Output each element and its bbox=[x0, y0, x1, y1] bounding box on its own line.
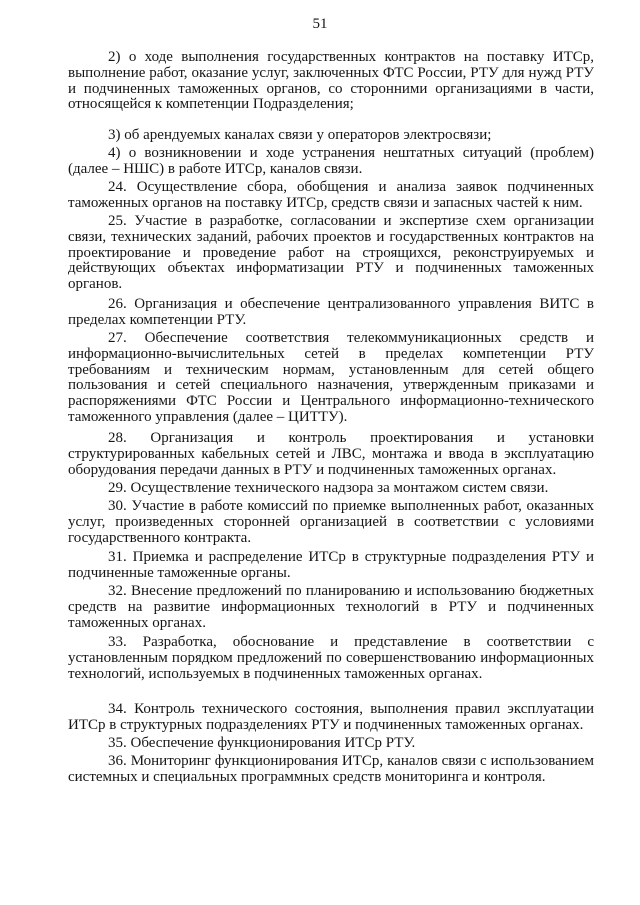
paragraph-30: 30. Участие в работе комиссий по приемке выполненных работ, оказанных услуг, произведенных сторонней организацией в соответствии с условиями государственного контракта. bbox=[68, 498, 594, 546]
paragraph-25: 25. Участие в разработке, согласовании и экспертизе схем организации связи, технических заданий, рабочих проектов и государственных контрактов на проектирование и проведение работ на строящихся, реконструируемых и действующих объектах информатизации РТУ и подчиненных таможенных органов. bbox=[68, 213, 594, 293]
paragraph-31: 31. Приемка и распределение ИТСр в структурные подразделения РТУ и подчиненные таможенные органы. bbox=[68, 549, 594, 581]
paragraph-24: 24. Осуществление сбора, обобщения и анализа заявок подчиненных таможенных органов на поставку ИТСр, средств связи и запасных частей к ним. bbox=[68, 179, 594, 211]
paragraph-33: 33. Разработка, обоснование и представление в соответствии с установленным порядком предложений по совершенствованию информационных технологий, используемых в подчиненных таможенных органах. bbox=[68, 634, 594, 682]
paragraph-32: 32. Внесение предложений по планированию и использованию бюджетных средств на развитие информационных технологий в РТУ и подчиненных таможенных органах. bbox=[68, 583, 594, 631]
paragraph-26: 26. Организация и обеспечение централизованного управления ВИТС в пределах компетенции РТУ. bbox=[68, 296, 594, 328]
paragraph-29: 29. Осуществление технического надзора за монтажом систем связи. bbox=[108, 480, 549, 496]
paragraph-36: 36. Мониторинг функционирования ИТСр, каналов связи с использованием системных и специальных программных средств мониторинга и контроля. bbox=[68, 753, 594, 785]
paragraph-item-4: 4) о возникновении и ходе устранения нештатных ситуаций (проблем) (далее – НШС) в работе ИТСр, каналов связи. bbox=[68, 145, 594, 177]
page-number: 51 bbox=[312, 16, 328, 32]
paragraph-27: 27. Обеспечение соответствия телекоммуникационных средств и информационно-вычислительных сетей в пределах компетенции РТУ требованиям и техническим нормам, установленным для сетей общего пользования и сетей специального назначения, утвержденным приказами и распоряжениями ФТС России и Центрального информационно-технического таможенного управления (далее – ЦИТТУ). bbox=[68, 330, 594, 425]
paragraph-28: 28. Организация и контроль проектирования и установки структурированных кабельных сетей и ЛВС, монтажа и ввода в эксплуатацию оборудования передачи данных в РТУ и подчиненных таможенных органах. bbox=[68, 430, 594, 478]
paragraph-item-3: 3) об арендуемых каналах связи у операторов электросвязи; bbox=[108, 127, 492, 143]
paragraph-34: 34. Контроль технического состояния, выполнения правил эксплуатации ИТСр в структурных подразделениях РТУ и подчиненных таможенных органах. bbox=[68, 701, 594, 733]
paragraph-item-2: 2) о ходе выполнения государственных контрактов на поставку ИТСр, выполнение работ, оказание услуг, заключенных ФТС России, РТУ для нужд РТУ и подчиненных таможенных органов, со сторонними организациями в части, относящейся к компетенции Подразделения; bbox=[68, 49, 594, 113]
paragraph-35: 35. Обеспечение функционирования ИТСр РТУ. bbox=[108, 735, 416, 751]
